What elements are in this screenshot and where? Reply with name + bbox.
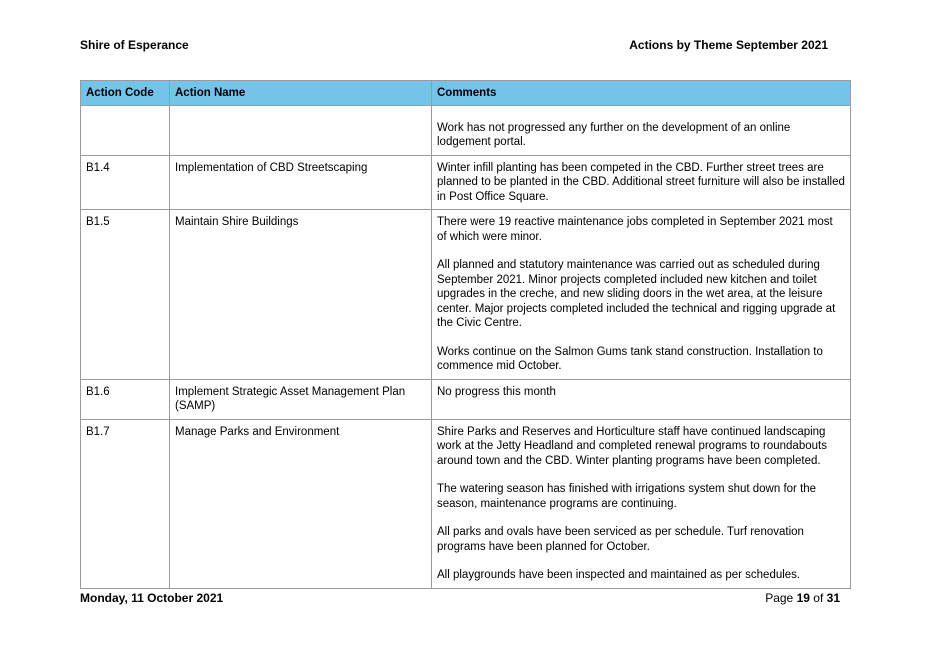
action-code-cell: B1.6 — [81, 379, 170, 419]
footer-page-number — [765, 591, 840, 605]
comment-paragraph: All playgrounds have been inspected and maintained as per schedules. — [437, 569, 801, 581]
table-row — [81, 419, 851, 588]
action-code-cell: B1.7 — [81, 419, 170, 588]
action-name-cell: Manage Parks and Environment — [170, 419, 432, 588]
table-header-row — [81, 81, 851, 106]
comment-paragraph: Works continue on the Salmon Gums tank stand construction. Installation to commence mid October. — [437, 345, 823, 372]
header-organization: Shire of Esperance — [80, 38, 189, 52]
action-name-cell: Implementation of CBD Streetscaping — [170, 155, 432, 210]
action-name-cell: Implement Strategic Asset Management Plan (SAMP) — [170, 379, 432, 419]
action-code-cell — [81, 105, 170, 155]
table-row — [81, 105, 851, 155]
comments-cell — [432, 210, 851, 380]
page-of-label: of — [813, 591, 824, 605]
comment-paragraph: All planned and statutory maintenance was carried out as scheduled during September 2021. Minor projects completed included new kitchen and toilet upgrades in the creche, and new sliding doors in the wet area, at the leisure center. Major projects completed included the technical and rigging upgrade at the Civic Centre. — [437, 259, 836, 329]
header-report-title: Actions by Theme September 2021 — [629, 38, 828, 52]
comments-cell — [432, 155, 851, 210]
comment-paragraph: All parks and ovals have been serviced as per schedule. Turf renovation programs have been planned for October. — [437, 526, 804, 553]
action-name-cell: Maintain Shire Buildings — [170, 210, 432, 380]
comments-cell — [432, 105, 851, 155]
total-pages: 31 — [826, 591, 840, 605]
action-code-cell: B1.5 — [81, 210, 170, 380]
action-code-cell: B1.4 — [81, 155, 170, 210]
comment-paragraph: Winter infill planting has been competed in the CBD. Further street trees are planned to be planted in the CBD. Additional street furniture will also be installed in Post Office Square. — [437, 161, 845, 203]
comment-paragraph: The watering season has finished with irrigations system shut down for the season, maintenance programs are continuing. — [437, 483, 817, 510]
column-header-action-name: Action Name — [170, 81, 432, 106]
comment-paragraph: There were 19 reactive maintenance jobs completed in September 2021 most of which were minor. — [437, 216, 833, 243]
footer-date: Monday, 11 October 2021 — [80, 591, 224, 605]
table-row — [81, 155, 851, 210]
page-label: Page — [765, 591, 794, 605]
column-header-comments: Comments — [432, 81, 851, 106]
table-row — [81, 210, 851, 380]
current-page: 19 — [796, 591, 810, 605]
table-row — [81, 379, 851, 419]
column-header-action-code: Action Code — [81, 81, 170, 106]
comments-cell — [432, 419, 851, 588]
comment-paragraph: Shire Parks and Reserves and Horticulture staff have continued landscaping work at the Jetty Headland and completed renewal programs to roundabouts around town and the CBD. Winter planting programs have been completed. — [437, 425, 827, 467]
comments-cell — [432, 379, 851, 419]
action-name-cell — [170, 105, 432, 155]
comment-paragraph: Work has not progressed any further on the development of an online lodgement portal. — [437, 121, 791, 148]
comment-paragraph: No progress this month — [437, 385, 556, 398]
actions-table — [80, 80, 851, 589]
